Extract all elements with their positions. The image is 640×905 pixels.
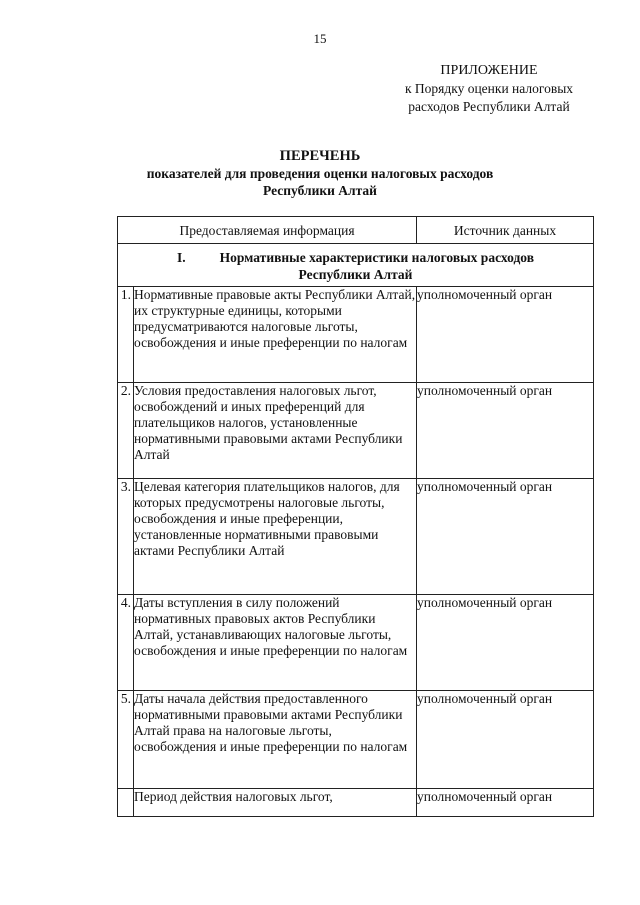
row-source: уполномоченный орган bbox=[417, 789, 594, 817]
row-info: Условия предоставления налоговых льгот, освобождений и иных преференций для плательщиков налогов, установленные нормативными правовыми актами Республики Алтай bbox=[134, 383, 417, 479]
row-number-text: 5. bbox=[120, 691, 131, 706]
row-source: уполномоченный орган bbox=[417, 691, 594, 789]
appendix-header bbox=[380, 62, 598, 116]
table-row bbox=[118, 479, 594, 595]
row-source: уполномоченный орган bbox=[417, 287, 594, 383]
row-info: Целевая категория плательщиков налогов, для которых предусмотрены налоговые льготы, освобождения и иные преференции, установленные нормативными правовыми актами Республики Алтай bbox=[134, 479, 417, 595]
row-number-text: 1. bbox=[120, 287, 131, 302]
row-info: Даты вступления в силу положений нормативных правовых актов Республики Алтай, устанавливающих налоговые льготы, освобождения и иные преференции по налогам bbox=[134, 595, 417, 691]
table-row bbox=[118, 287, 594, 383]
row-number bbox=[118, 691, 134, 789]
section-title-line-1: Нормативные характеристики налоговых расходов bbox=[219, 250, 535, 265]
row-number-text: 3. bbox=[120, 479, 131, 494]
page-number: 15 bbox=[313, 31, 327, 46]
appendix-title: ПРИЛОЖЕНИЕ bbox=[440, 63, 538, 78]
appendix-line-2: расходов Республики Алтай bbox=[408, 99, 570, 114]
row-number bbox=[118, 287, 134, 383]
row-number-text: 4. bbox=[120, 595, 131, 610]
document-title-block bbox=[0, 148, 640, 199]
table-row bbox=[118, 691, 594, 789]
section-row bbox=[118, 244, 594, 287]
row-info: Даты начала действия предоставленного нормативными правовыми актами Республики Алтай права на налоговые льготы, освобождения и иные преференции по налогам bbox=[134, 691, 417, 789]
row-info: Нормативные правовые акты Республики Алтай, их структурные единицы, которыми предусматриваются налоговые льготы, освобождения и иные преференции по налогам bbox=[134, 287, 417, 383]
row-number bbox=[118, 595, 134, 691]
table-row bbox=[118, 789, 594, 817]
row-info: Период действия налоговых льгот, bbox=[134, 789, 417, 817]
table-row bbox=[118, 595, 594, 691]
table-row bbox=[118, 383, 594, 479]
section-title-line-2: Республики Алтай bbox=[298, 267, 413, 282]
document-subtitle-line-2: Республики Алтай bbox=[263, 183, 377, 198]
row-source: уполномоченный орган bbox=[417, 595, 594, 691]
row-number bbox=[118, 383, 134, 479]
section-number: I. bbox=[176, 250, 186, 265]
header-source: Источник данных bbox=[417, 217, 594, 244]
document-subtitle-line-1: показателей для проведения оценки налоговых расходов bbox=[146, 166, 494, 181]
header-info: Предоставляемая информация bbox=[118, 217, 417, 244]
row-number-text: 2. bbox=[120, 383, 131, 398]
row-source: уполномоченный орган bbox=[417, 383, 594, 479]
row-source: уполномоченный орган bbox=[417, 479, 594, 595]
row-number bbox=[118, 789, 134, 817]
appendix-line-1: к Порядку оценки налоговых bbox=[404, 81, 574, 96]
document-title: ПЕРЕЧЕНЬ bbox=[279, 148, 361, 164]
indicators-table bbox=[117, 216, 594, 817]
section-heading bbox=[118, 244, 594, 287]
row-number bbox=[118, 479, 134, 595]
table-header-row bbox=[118, 217, 594, 244]
